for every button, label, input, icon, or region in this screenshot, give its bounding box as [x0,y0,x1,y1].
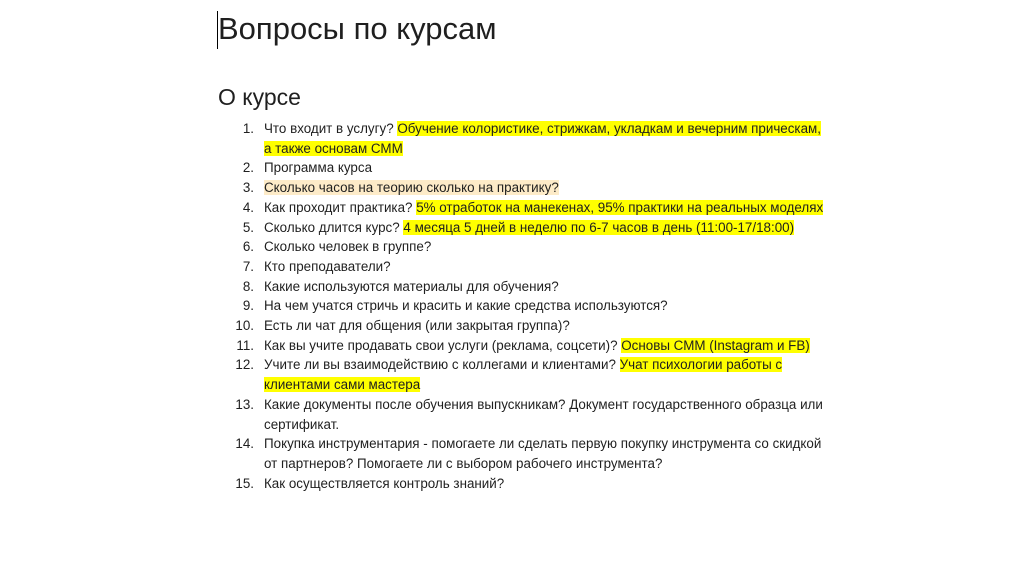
list-item[interactable] [217,277,824,297]
list-item[interactable] [217,316,824,336]
highlighted-text: Основы СММ (Instagram и FB) [621,337,810,353]
question-text: Программа курса [264,160,373,176]
list-item[interactable] [217,119,824,158]
list-item-number: 8. [242,278,254,294]
list-item-number: 11. [236,337,254,353]
question-text: Кто преподаватели? [264,258,391,274]
question-text: Как вы учите продавать свои услуги (реклама, соцсети)? [264,337,622,353]
question-text: Какие используются материалы для обучения? [264,278,559,294]
list-item-number: 15. [235,475,254,491]
question-text: На чем учатся стричь и красить и какие средства используются? [264,298,668,314]
highlighted-text: 4 месяца 5 дней в неделю по 6-7 часов в день (11:00-17/18:00) [403,219,795,235]
list-item[interactable] [217,296,824,316]
list-item[interactable] [217,336,824,356]
list-item[interactable] [217,218,824,238]
list-item[interactable] [217,237,824,257]
list-item-number: 5. [242,219,254,235]
document-page [217,0,824,493]
list-item[interactable] [217,355,824,394]
highlighted-text: Обучение колористике, стрижкам, укладкам и вечерним прическам, а также основам СММ [264,121,821,156]
question-text: Учите ли вы взаимодействию с коллегами и клиентами? [264,357,620,373]
list-item-number: 13. [235,396,254,412]
highlighted-text: 5% отработок на манекенах, 95% практики на реальных моделях [416,199,824,215]
list-item-number: 6. [242,239,254,255]
question-text: Есть ли чат для общения (или закрытая группа)? [264,318,570,334]
list-item[interactable] [217,198,824,218]
list-item[interactable] [217,395,824,434]
question-text: Как осуществляется контроль знаний? [264,475,505,491]
list-item-number: 9. [242,298,254,314]
list-item-number: 2. [242,160,254,176]
list-item[interactable] [217,474,824,494]
text-cursor [217,11,218,49]
list-item[interactable] [217,434,824,473]
list-item-number: 4. [242,199,254,215]
list-item-number: 10. [235,318,254,334]
list-item-number: 3. [242,180,254,196]
question-text: Сколько человек в группе? [264,239,432,255]
list-item[interactable] [217,257,824,277]
list-item-number: 14. [235,436,254,452]
questions-list [217,119,824,493]
section-heading[interactable]: О курсе [218,84,301,110]
question-text: Покупка инструментария - помогаете ли сделать первую покупку инструмента со скидкой от партнеров? Помогаете ли с выбором рабочего инструмента? [264,436,822,471]
list-item-number: 1. [242,121,254,136]
document-title[interactable]: Вопросы по курсам [218,11,497,46]
list-item-number: 7. [242,258,254,274]
question-text: Сколько длится курс? [264,219,404,235]
question-text: Как проходит практика? [264,199,417,215]
list-item-number: 12. [235,357,254,373]
list-item[interactable] [217,178,824,198]
title-block [217,9,817,49]
highlighted-text: Сколько часов на теорию сколько на практику? [264,180,559,196]
question-text: Какие документы после обучения выпускникам? Документ государственного образца или сертификат. [264,396,823,432]
list-item[interactable] [217,158,824,178]
question-text: Что входит в услугу? [264,121,398,136]
highlighted-text: Учат психологии работы с клиентами сами мастера [264,357,783,393]
